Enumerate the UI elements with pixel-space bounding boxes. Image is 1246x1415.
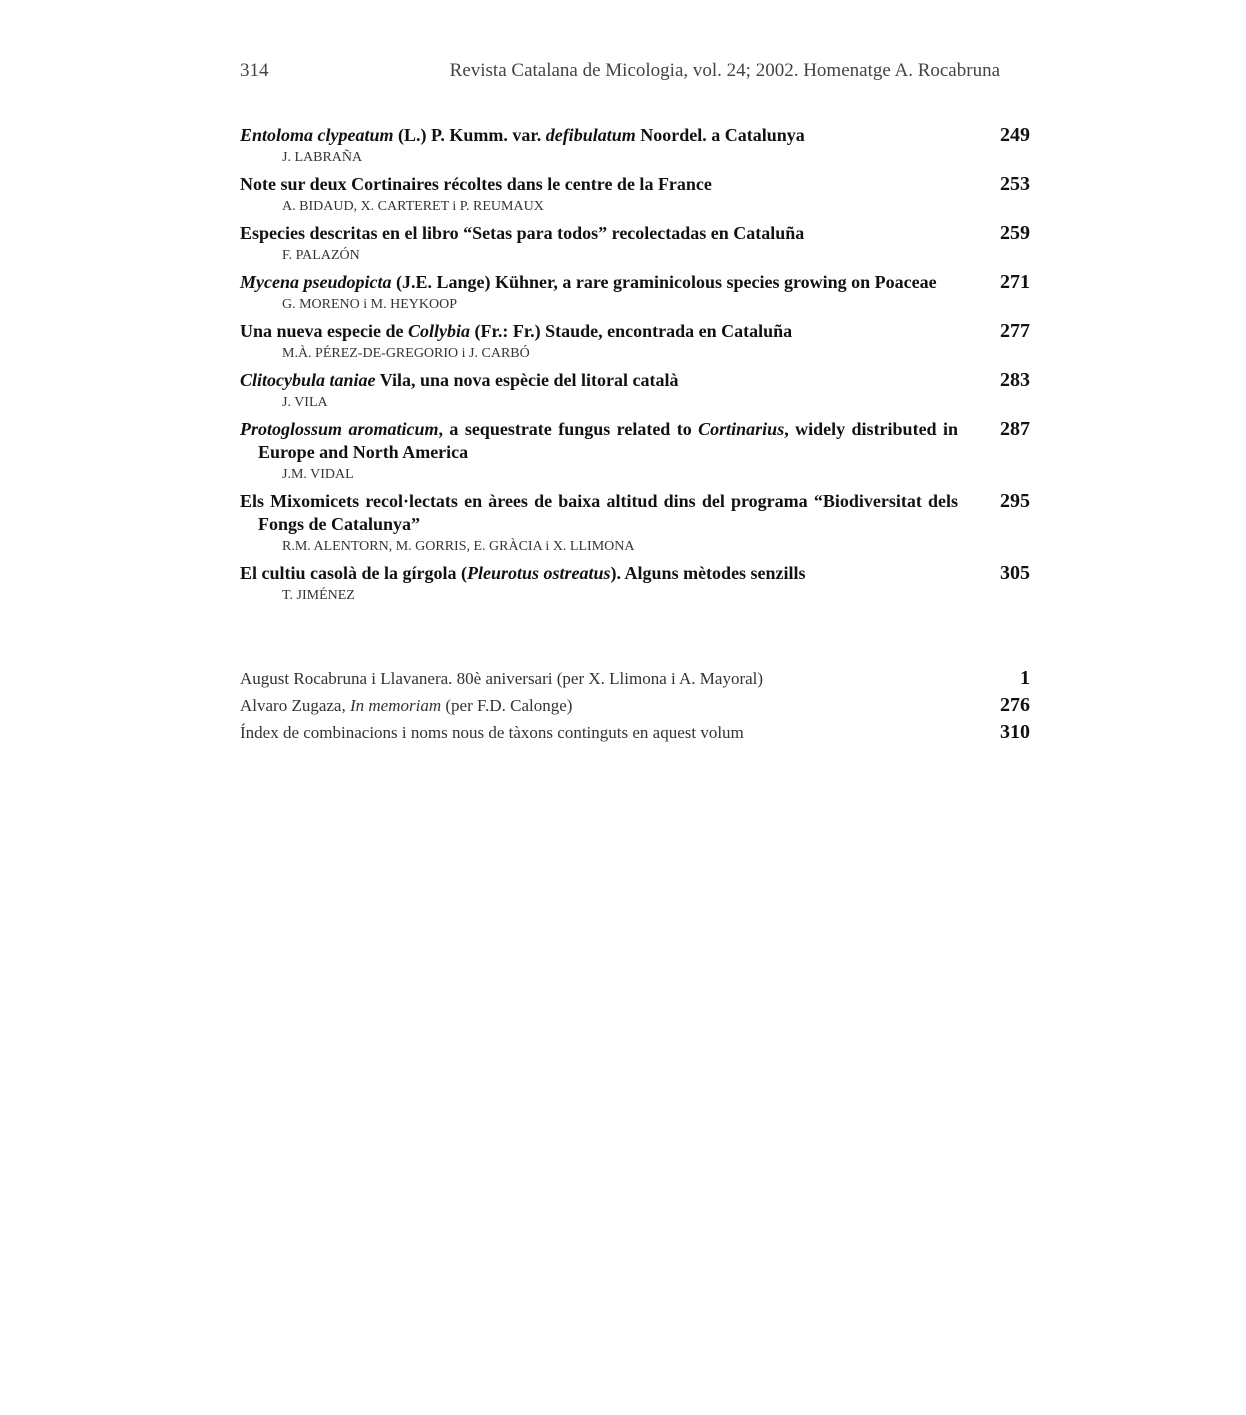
title-text: (J.E. Lange) Kühner, a rare graminicolous species growing on Poaceae bbox=[391, 272, 937, 292]
title-text: , widely distributed in Europe and North America bbox=[258, 419, 958, 462]
entry-authors: J. LABRAÑA bbox=[282, 150, 363, 165]
entry-authors: F. PALAZÓN bbox=[282, 248, 360, 263]
entry-authors: R.M. ALENTORN, M. GORRIS, E. GRÀCIA i X. LLIMONA bbox=[282, 539, 635, 554]
italic-taxon-text: defibulatum bbox=[545, 125, 636, 145]
toc-entry bbox=[240, 320, 1030, 365]
entry-title bbox=[240, 222, 958, 245]
entry-page-number: 305 bbox=[1000, 562, 1030, 584]
misc-entry bbox=[240, 692, 1030, 719]
entry-title bbox=[240, 490, 958, 536]
title-text: August Rocabruna i Llavanera. 80è aniversari (per X. Llimona i A. Mayoral) bbox=[240, 669, 764, 688]
journal-title: Revista Catalana de Micologia, vol. 24; 2002. Homenatge A. Rocabruna bbox=[449, 60, 1000, 81]
italic-taxon-text: Cortinarius bbox=[698, 419, 785, 439]
entry-page-number: 271 bbox=[1000, 271, 1030, 293]
title-text: Índex de combinacions i noms nous de tàxons continguts en aquest volum bbox=[240, 723, 744, 742]
entry-authors: G. MORENO i M. HEYKOOP bbox=[282, 297, 458, 312]
toc-entry bbox=[240, 124, 1030, 169]
entry-page-number: 295 bbox=[1000, 490, 1030, 512]
entry-authors: J. VILA bbox=[282, 395, 328, 410]
italic-taxon-text: Entoloma clypeatum bbox=[240, 125, 394, 145]
table-of-contents bbox=[240, 124, 1030, 611]
entry-page-number: 287 bbox=[1000, 418, 1030, 440]
toc-entry bbox=[240, 173, 1030, 218]
title-text: Especies descritas en el libro “Setas para todos” recolectadas en Cataluña bbox=[240, 223, 805, 243]
running-header bbox=[240, 60, 1000, 84]
entry-title bbox=[240, 173, 958, 196]
italic-taxon-text: Protoglossum aromaticum bbox=[240, 419, 439, 439]
entry-title bbox=[240, 562, 958, 585]
title-text: (L.) P. Kumm. var. bbox=[393, 125, 546, 145]
toc-entry bbox=[240, 562, 1030, 607]
toc-entry bbox=[240, 490, 1030, 558]
entry-authors: M.À. PÉREZ-DE-GREGORIO i J. CARBÓ bbox=[282, 346, 530, 361]
entry-title bbox=[240, 124, 958, 147]
italic-taxon-text: Mycena pseudopicta bbox=[240, 272, 392, 292]
entry-page-number: 277 bbox=[1000, 320, 1030, 342]
toc-entry bbox=[240, 418, 1030, 486]
title-text: Noordel. a Catalunya bbox=[635, 125, 805, 145]
misc-entry-title bbox=[240, 696, 572, 715]
title-text: , a sequestrate fungus related to bbox=[438, 419, 699, 439]
misc-entry bbox=[240, 719, 1030, 746]
entry-title bbox=[240, 271, 958, 294]
toc-entry bbox=[240, 271, 1030, 316]
entry-authors: J.M. VIDAL bbox=[282, 467, 354, 482]
misc-page-number: 1 bbox=[1020, 667, 1030, 689]
italic-taxon-text: Collybia bbox=[408, 321, 470, 341]
misc-entry-title bbox=[240, 669, 763, 688]
title-text: ). Alguns mètodes senzills bbox=[610, 563, 806, 583]
entry-title bbox=[240, 418, 958, 464]
toc-entry bbox=[240, 222, 1030, 267]
page-number: 314 bbox=[240, 60, 269, 81]
title-text: (Fr.: Fr.) Staude, encontrada en Cataluña bbox=[470, 321, 793, 341]
misc-entry bbox=[240, 665, 1030, 692]
entry-page-number: 253 bbox=[1000, 173, 1030, 195]
misc-contents bbox=[240, 665, 1030, 746]
misc-page-number: 276 bbox=[1000, 694, 1030, 716]
title-text: El cultiu casolà de la gírgola ( bbox=[240, 563, 467, 583]
title-text: Vila, una nova espècie del litoral català bbox=[375, 370, 679, 390]
entry-authors: T. JIMÉNEZ bbox=[282, 588, 355, 603]
title-text: Els Mixomicets recol·lectats en àrees de baixa altitud dins del programa “Biodiversitat dels Fongs de Catalunya” bbox=[240, 491, 958, 534]
title-text: Una nueva especie de bbox=[240, 321, 408, 341]
entry-authors: A. BIDAUD, X. CARTERET i P. REUMAUX bbox=[282, 199, 544, 214]
entry-title bbox=[240, 369, 958, 392]
misc-page-number: 310 bbox=[1000, 721, 1030, 743]
title-text: Alvaro Zugaza, bbox=[240, 696, 350, 715]
italic-taxon-text: Pleurotus ostreatus bbox=[467, 563, 611, 583]
italic-taxon-text: Clitocybula taniae bbox=[240, 370, 376, 390]
title-text: (per F.D. Calonge) bbox=[441, 696, 573, 715]
misc-entry-title bbox=[240, 723, 744, 742]
entry-page-number: 283 bbox=[1000, 369, 1030, 391]
entry-page-number: 259 bbox=[1000, 222, 1030, 244]
toc-entry bbox=[240, 369, 1030, 414]
italic-taxon-text: In memoriam bbox=[349, 696, 442, 715]
title-text: Note sur deux Cortinaires récoltes dans le centre de la France bbox=[240, 174, 712, 194]
entry-title bbox=[240, 320, 958, 343]
entry-page-number: 249 bbox=[1000, 124, 1030, 146]
